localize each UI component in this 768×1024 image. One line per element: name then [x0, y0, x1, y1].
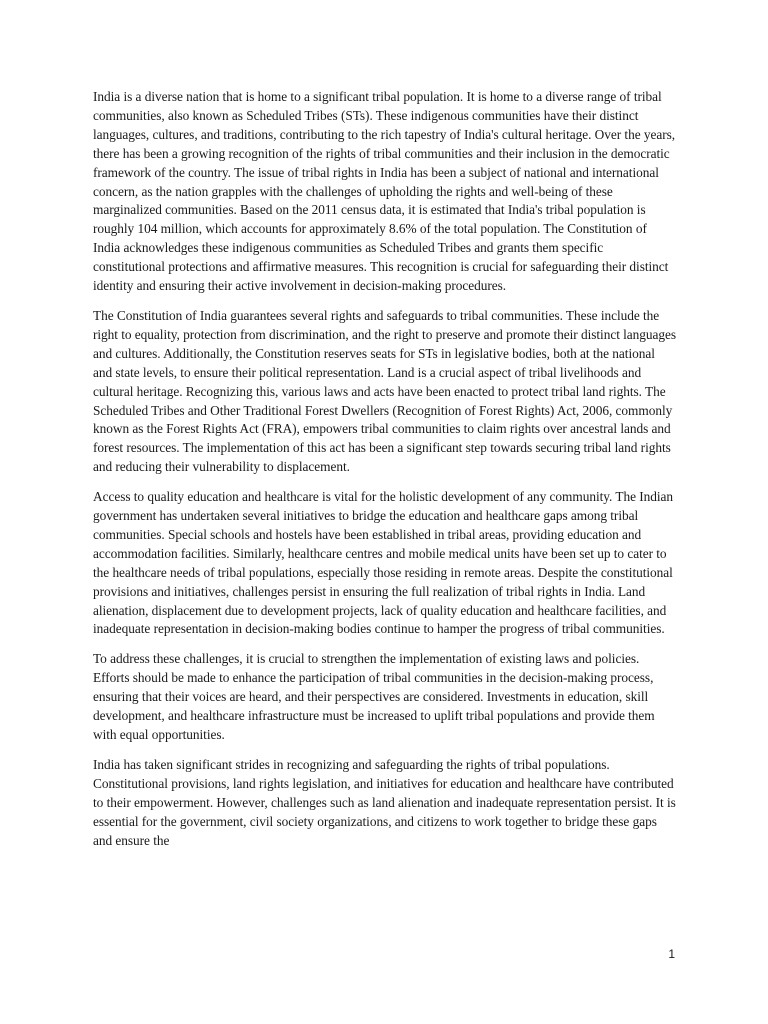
paragraph-addressing-challenges: To address these challenges, it is crucial to strengthen the implementation of existing laws and policies. Efforts should be made to enhance the participation of tribal communities in the decision-making process, ensuring that their voices are heard, and their perspectives are considered. Investments in education, skill development, and healthcare infrastructure must be increased to uplift tribal populations and provide them with equal opportunities.	[93, 651, 655, 742]
paragraph-constitutional-rights: The Constitution of India guarantees several rights and safeguards to tribal communities. These include the right to equality, protection from discrimination, and the right to preserve and promote their distinct languages and cultures. Additionally, the Constitution reserves seats for STs in legislative bodies, both at the national and state levels, to ensure their political representation. Land is a crucial aspect of tribal livelihoods and cultural heritage. Recognizing this, various laws and acts have been enacted to protect tribal land rights. The Scheduled Tribes and Other Traditional Forest Dwellers (Recognition of Forest Rights) Act, 2006, commonly known as the Forest Rights Act (FRA), empowers tribal communities to claim rights over ancestral lands and forest resources. The implementation of this act has been a significant step towards securing tribal land rights and reducing their vulnerability to displacement.	[93, 307, 677, 475]
paragraph-intro: India is a diverse nation that is home to a significant tribal population. It is home to a diverse range of tribal communities, also known as Scheduled Tribes (STs). These indigenous communities have their distinct languages, cultures, and traditions, contributing to the rich tapestry of India's cultural heritage. Over the years, there has been a growing recognition of the rights of tribal communities and their inclusion in the democratic framework of the country. The issue of tribal rights in India has been a subject of national and international concern, as the nation grapples with the challenges of upholding the rights and well-being of these marginalized communities. Based on the 2011 census data, it is estimated that India's tribal population is roughly 104 million, which accounts for approximately 8.6% of the total population. The Constitution of India acknowledges these indigenous communities as Scheduled Tribes and grants them specific constitutional protections and affirmative measures. This recognition is crucial for safeguarding their distinct identity and ensuring their active involvement in decision-making procedures.	[93, 89, 676, 294]
document-page	[93, 88, 677, 861]
paragraph-education-healthcare: Access to quality education and healthcare is vital for the holistic development of any community. The Indian government has undertaken several initiatives to bridge the education and healthcare gaps among tribal communities. Special schools and hostels have been established in tribal areas, providing education and accommodation facilities. Similarly, healthcare centres and mobile medical units have been set up to cater to the healthcare needs of tribal populations, especially those residing in remote areas. Despite the constitutional provisions and initiatives, challenges persist in ensuring the full realization of tribal rights in India. Land alienation, displacement due to development projects, lack of quality education and healthcare facilities, and inadequate representation in decision-making bodies continue to hamper the progress of tribal communities.	[93, 489, 674, 637]
page-number: 1	[668, 947, 675, 961]
paragraph-conclusion: India has taken significant strides in recognizing and safeguarding the rights of tribal populations. Constitutional provisions, land rights legislation, and initiatives for education and healthcare have contributed to their empowerment. However, challenges such as land alienation and inadequate representation persist. It is essential for the government, civil society organizations, and citizens to work together to bridge these gaps and ensure the	[93, 756, 676, 848]
